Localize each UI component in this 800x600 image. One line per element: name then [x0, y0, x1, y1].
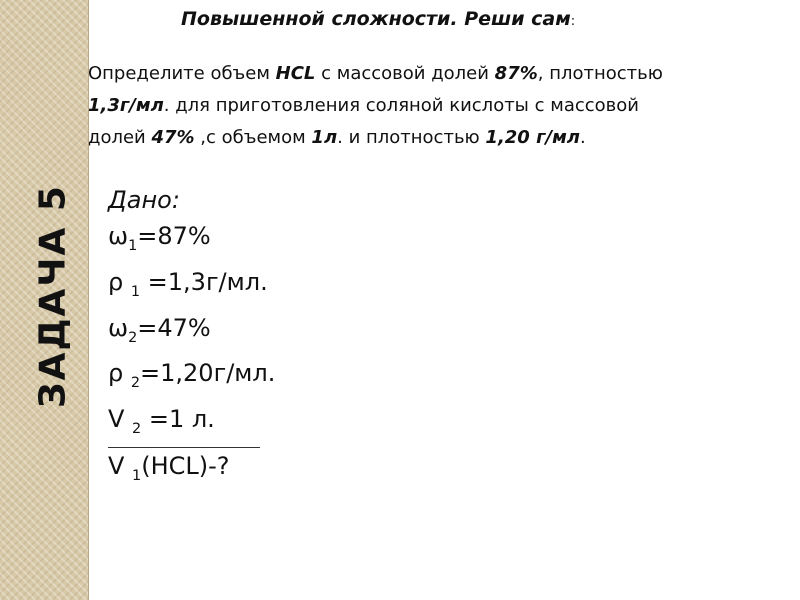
given-subscript: 1 — [130, 283, 141, 300]
problem-text: ,с объемом — [194, 127, 312, 148]
problem-density-2: 1,20 г/мл — [485, 127, 580, 148]
problem-text: , плотностью — [537, 63, 663, 84]
given-subscript: 2 — [130, 375, 141, 392]
given-subscript: 2 — [128, 329, 138, 346]
given-subscript: 1 — [128, 237, 138, 254]
given-value: =1,20г/мл. — [140, 359, 276, 388]
given-subscript: 1 — [132, 467, 142, 484]
given-symbol: ρ — [108, 267, 131, 296]
problem-text: с массовой долей — [315, 63, 495, 84]
given-value: =1 л. — [141, 405, 215, 434]
given-value: =87% — [137, 222, 211, 250]
given-density-2 — [108, 355, 275, 401]
side-band — [0, 0, 89, 600]
problem-formula: HCL — [275, 63, 316, 84]
given-density-1 — [108, 264, 275, 310]
given-volume-2 — [108, 401, 260, 448]
find-volume-1 — [108, 448, 275, 494]
given-symbol: V — [108, 451, 133, 480]
given-value: =47% — [137, 313, 211, 342]
given-symbol: ρ — [108, 359, 131, 388]
given-symbol: ω — [108, 313, 129, 342]
given-symbol: ω — [108, 222, 129, 250]
problem-volume: 1л — [311, 127, 338, 148]
problem-text: . для приготовления соляной кислоты с массовой — [163, 95, 639, 116]
slide-header — [181, 8, 575, 30]
given-symbol: V — [108, 405, 133, 434]
given-title: Дано: — [108, 186, 180, 214]
task-number-title: ЗАДАЧА 5 — [32, 184, 74, 408]
problem-text: . и плотностью — [337, 127, 486, 148]
given-value: =1,3г/мл. — [140, 267, 268, 296]
problem-statement — [88, 58, 794, 154]
problem-mass-fraction-2: 47% — [151, 127, 195, 148]
given-subscript: 2 — [132, 420, 142, 437]
given-value: (HCL)-? — [141, 451, 230, 480]
given-mass-fraction-1 — [108, 218, 275, 264]
problem-line-3 — [88, 122, 794, 154]
header-colon: : — [570, 14, 576, 29]
problem-mass-fraction-1: 87% — [494, 63, 538, 84]
problem-text: Определите объем — [88, 63, 276, 84]
given-mass-fraction-2 — [108, 310, 275, 356]
header-text: Повышенной сложности. Реши сам — [181, 8, 571, 30]
problem-text: . — [579, 127, 586, 148]
problem-text: долей — [88, 127, 152, 148]
problem-line-1 — [88, 58, 794, 90]
problem-density-1: 1,3г/мл — [88, 95, 164, 116]
problem-line-2 — [88, 90, 794, 122]
given-block — [108, 182, 275, 494]
